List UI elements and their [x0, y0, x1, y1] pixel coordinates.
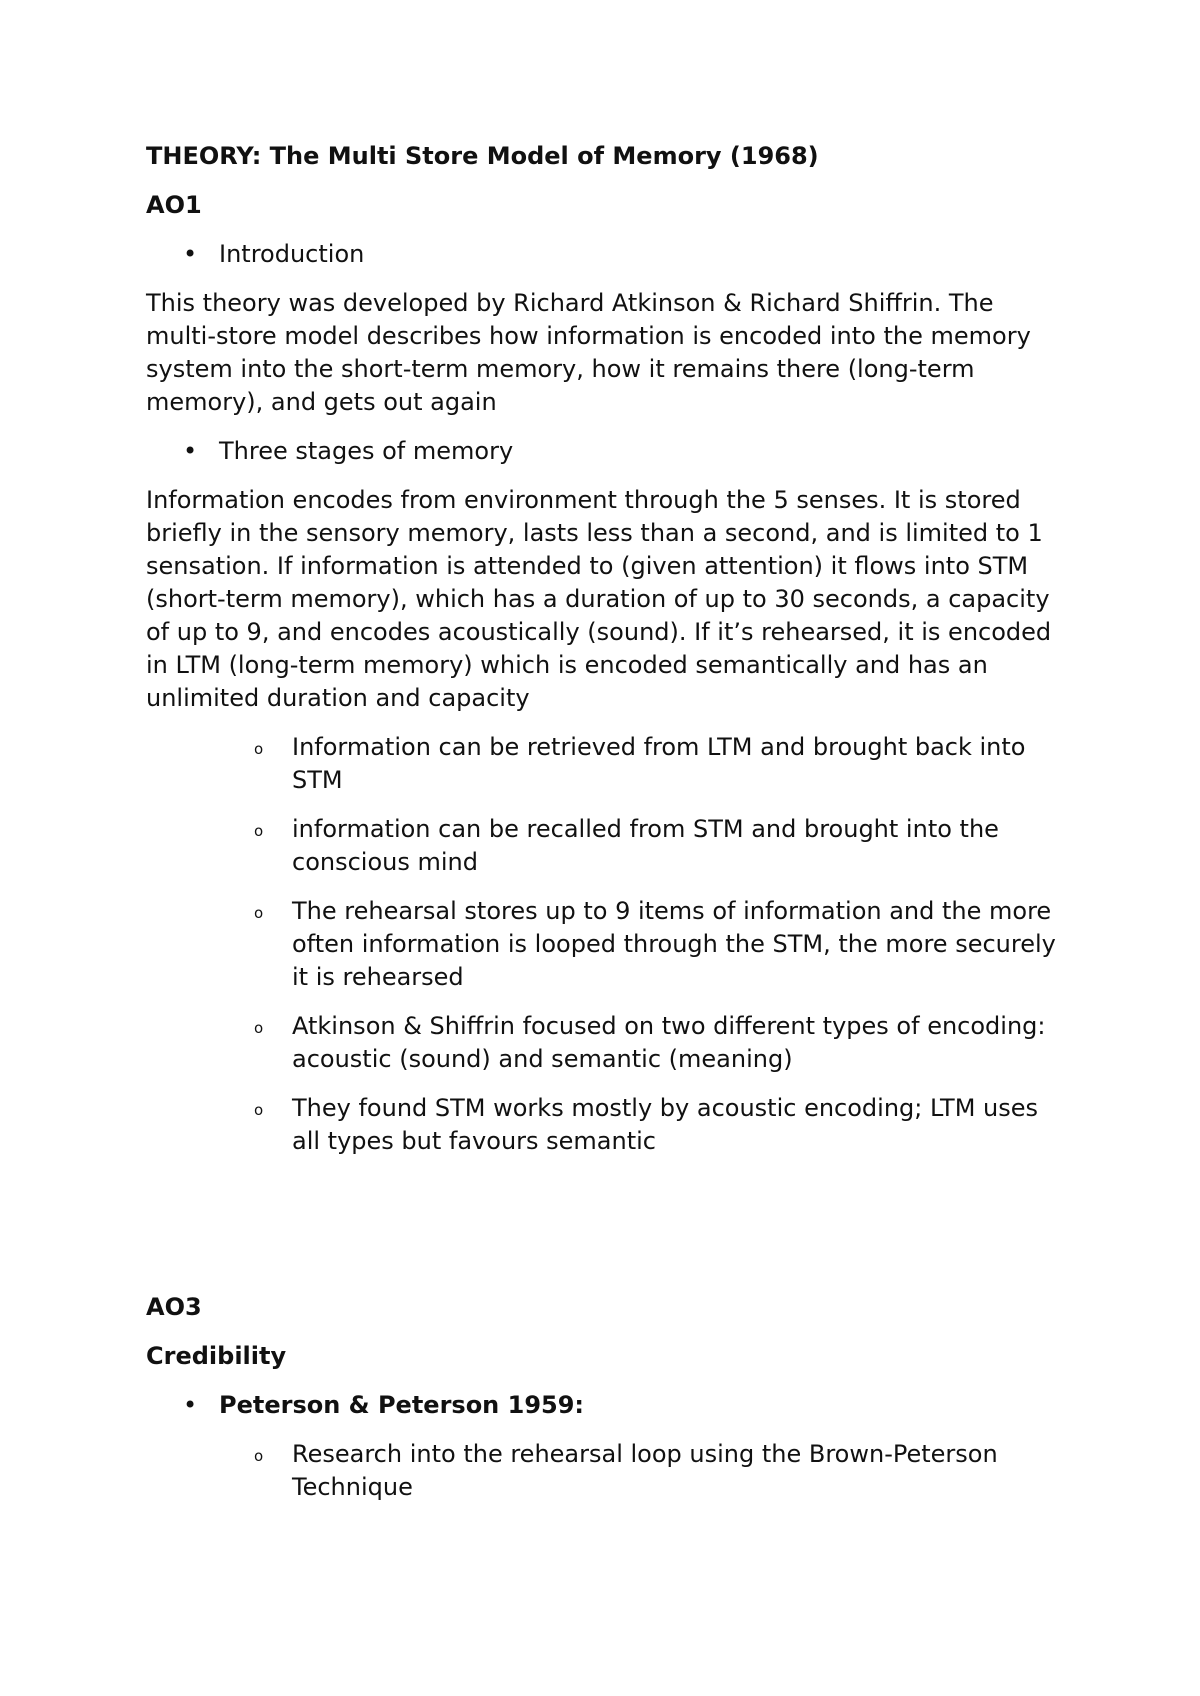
- credibility-heading: Credibility: [146, 1342, 287, 1370]
- sub-list-item: [146, 813, 1066, 879]
- sub-list-item: [146, 731, 1066, 797]
- sub-list-item: [146, 1438, 1066, 1504]
- sub-marker: o: [254, 740, 264, 758]
- sub-marker: o: [254, 904, 264, 922]
- sub-item-text: Research into the rehearsal loop using the Brown-Peterson Technique: [292, 1440, 998, 1501]
- bullet-text-introduction: Introduction: [219, 240, 365, 268]
- sub-item-text: Information can be retrieved from LTM and brought back into STM: [292, 733, 1026, 794]
- bullet-item: [146, 435, 1066, 468]
- sub-marker: o: [254, 822, 264, 840]
- sub-item-text: Atkinson & Shiffrin focused on two different types of encoding: acoustic (sound) and semantic (meaning): [292, 1012, 1046, 1073]
- ao3-heading: AO3: [146, 1293, 202, 1321]
- bullet-marker: •: [183, 437, 198, 465]
- ao1-heading: AO1: [146, 191, 202, 219]
- sub-list-item: [146, 895, 1066, 994]
- sub-list-item: [146, 1092, 1066, 1158]
- blank-space: [146, 1174, 1066, 1291]
- intro-paragraph: This theory was developed by Richard Atkinson & Richard Shiffrin. The multi-store model describes how information is encoded into the memory system into the short-term memory, how it remains there (long-term memory), and gets out again: [146, 289, 1031, 416]
- sub-item-text: information can be recalled from STM and brought into the conscious mind: [292, 815, 999, 876]
- document-body: [146, 140, 1066, 1520]
- document-title: THEORY: The Multi Store Model of Memory (1968): [146, 142, 819, 170]
- bullet-text-three-stages: Three stages of memory: [219, 437, 514, 465]
- sub-list-item: [146, 1010, 1066, 1076]
- bullet-marker: •: [183, 240, 198, 268]
- sub-marker: o: [254, 1019, 264, 1037]
- sub-marker: o: [254, 1447, 264, 1465]
- sub-item-text: They found STM works mostly by acoustic encoding; LTM uses all types but favours semantic: [292, 1094, 1039, 1155]
- sub-item-text: The rehearsal stores up to 9 items of information and the more often information is looped through the STM, the more securely it is rehearsed: [292, 897, 1056, 991]
- bullet-text-peterson-study: Peterson & Peterson 1959:: [219, 1391, 585, 1419]
- sub-marker: o: [254, 1101, 264, 1119]
- bullet-item: [146, 1389, 1066, 1422]
- stages-paragraph: Information encodes from environment through the 5 senses. It is stored briefly in the sensory memory, lasts less than a second, and is limited to 1 sensation. If information is attended to (given attention) it flows into STM (short-term memory), which has a duration of up to 30 seconds, a capacity of up to 9, and encodes acoustically (sound). If it’s rehearsed, it is encoded in LTM (long-term memory) which is encoded semantically and has an unlimited duration and capacity: [146, 486, 1052, 712]
- bullet-marker: •: [183, 1391, 198, 1419]
- bullet-item: [146, 238, 1066, 271]
